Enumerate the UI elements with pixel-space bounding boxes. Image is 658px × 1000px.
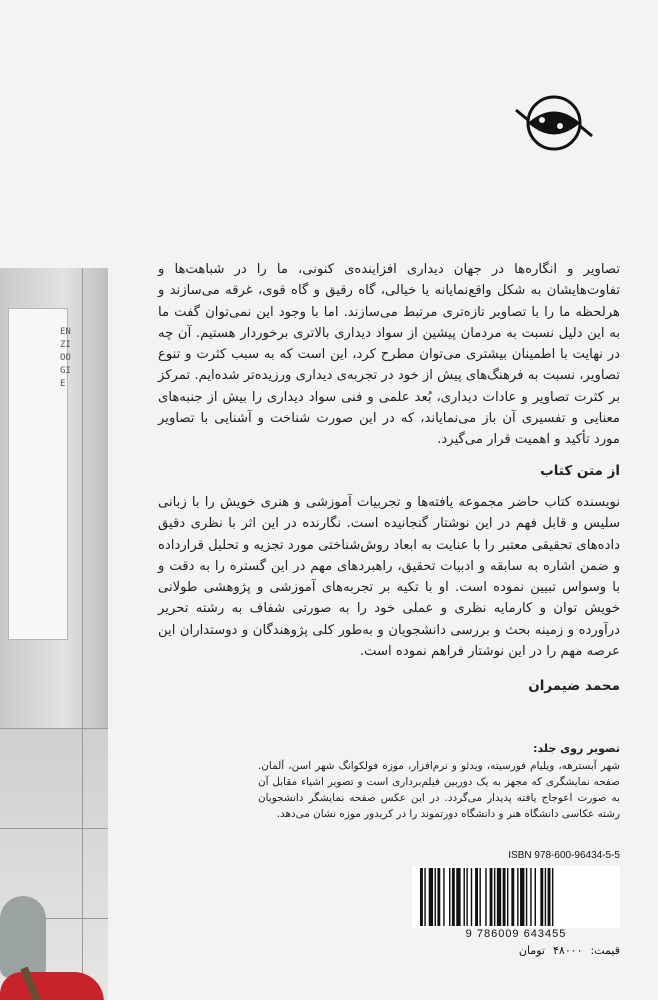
isbn-label: ISBN 978-600-96434-5-5 bbox=[508, 850, 620, 861]
photo-grid-line bbox=[82, 268, 83, 1000]
price-line bbox=[412, 944, 620, 957]
cover-note-body: شهر آبسترهه، ویلیام فورسیته، ویدئو و نرم‌افزار، موزه فولکوانگ شهر اسن، آلمان. صفحه نمایشگری که مجهز به یک دوربین فیلم‌برداری است و تصویر اشیاء مقابل آن به صورت اعوجاج یافته پدیدار می‌گردد. در این عکس صفحه نمایشگر دانشجویان رشته عکاسی دانشگاه هنر و دانشگاه دورتموند را در کریدور موزه نشان می‌دهد. bbox=[258, 760, 620, 821]
cover-photo bbox=[0, 268, 108, 1000]
publisher-logo bbox=[508, 92, 600, 154]
photo-grid-line bbox=[0, 728, 108, 729]
photo-person-jacket bbox=[0, 972, 104, 1000]
photo-panel-letters: ENZIOOGIE bbox=[60, 327, 71, 389]
cover-note-title: تصویر روی جلد: bbox=[533, 742, 620, 755]
isbn-barcode bbox=[412, 866, 620, 928]
photo-grid-line bbox=[0, 828, 108, 829]
photo-display-panel bbox=[8, 308, 68, 640]
publisher-logo-icon bbox=[508, 92, 600, 154]
excerpt-heading: از متن کتاب bbox=[540, 462, 620, 479]
price-amount: ۴۸۰۰۰ bbox=[553, 944, 583, 957]
intro-paragraph: تصاویر و انگاره‌ها در جهان دیداری افزاینده‌ی کنونی، ما را در شباهت‌ها و تفاوت‌هایشان به شکل واقع‌نمایانه یا خیالی، گاه رقیق و گاه قوی، غرقه می‌سازند و هرلحظه ما را با تصاویر تازه‌تری مرتبط می‌سازند. اما با وجود این نمی‌توان گفت ما به این دلیل نسبت به مردمان پیشین از سواد دیداری بالاتری برخوردار هستیم. آن چه در نهایت با اطمینان بیشتری می‌توان مطرح کرد، این است که به سبب کثرت و تنوع تصاویر، نسبت به فرهنگ‌های پیش از خود در تجربه‌ی دیداری ورزیده‌تر شده‌ایم. تمرکز بر کثرت تصاویر و عادات دیداری، بُعد علمی و فنی سواد دیداری را بیش از جنبه‌های معنایی و تفسیری آن باز می‌نمایاند، که در این صورت شناخت و آشنایی با تصاویر مورد تأکید و اهمیت قرار می‌گیرد. bbox=[158, 262, 620, 448]
cover-image-note bbox=[258, 741, 620, 822]
price-unit: تومان bbox=[518, 944, 545, 957]
price-label: قیمت: bbox=[590, 944, 620, 957]
back-cover-text bbox=[158, 259, 620, 698]
reviewer-signature: محمد ضیمران bbox=[528, 678, 620, 695]
photo-person-head bbox=[0, 896, 46, 978]
review-paragraph: نویسنده کتاب حاضر مجموعه یافته‌ها و تجربیات آموزشی و هنری خویش را با زبانی سلیس و قابل فهم در این نوشتار گنجانیده است. نگارنده در این اثر با نظری دقیق داده‌های تحقیقی معتبر را با عنایت به ابعاد روش‌شناختی مورد تجزیه و تحلیل قرارداده و ضمن اشاره به سابقه و ادبیات تحقیق، راهبردهای مهم در این گستره را به دقت و با وسواس تبیین نموده است. او با تکیه بر تجربه‌های آموزشی و پژوهشی طولانی خویش توان و کارمایه نظری و عملی خود را به صورتی شفاف به رشته تحریر درآورده و زمینه بحث و بررسی دانشجویان و به‌طور کلی پژوهندگان و دوستداران این عرصه مهم را در این نوشتار فراهم نموده است. bbox=[158, 494, 620, 660]
barcode-number: 9 786009 643455 bbox=[465, 928, 567, 940]
